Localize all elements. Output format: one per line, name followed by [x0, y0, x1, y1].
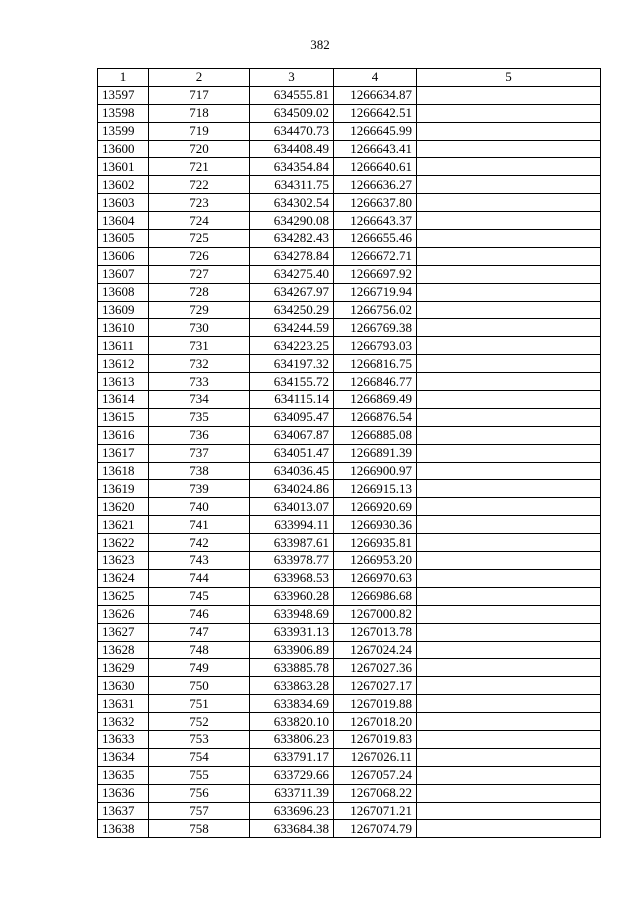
table-cell: 1266769.38	[334, 319, 417, 337]
table-cell: 634197.32	[250, 355, 334, 373]
table-row	[98, 301, 601, 319]
table-cell	[417, 480, 601, 498]
table-row	[98, 158, 601, 176]
table-cell: 13606	[98, 247, 149, 265]
table-cell: 734	[149, 391, 250, 409]
table-row	[98, 695, 601, 713]
table-cell	[417, 104, 601, 122]
table-cell: 13614	[98, 391, 149, 409]
table-cell: 13605	[98, 230, 149, 248]
table-cell: 743	[149, 552, 250, 570]
table-cell	[417, 462, 601, 480]
table-cell: 13620	[98, 498, 149, 516]
table-cell	[417, 230, 601, 248]
table-cell: 736	[149, 426, 250, 444]
table-cell: 1266756.02	[334, 301, 417, 319]
table-row	[98, 194, 601, 212]
table-header-row	[98, 69, 601, 87]
table-cell: 746	[149, 605, 250, 623]
table-cell: 13604	[98, 212, 149, 230]
column-header: 3	[250, 69, 334, 87]
table-row	[98, 462, 601, 480]
table-cell: 733	[149, 373, 250, 391]
table-cell: 13618	[98, 462, 149, 480]
table-cell: 1267057.24	[334, 766, 417, 784]
table-row	[98, 784, 601, 802]
table-cell: 13603	[98, 194, 149, 212]
table-cell: 1267068.22	[334, 784, 417, 802]
table-cell	[417, 498, 601, 516]
column-header: 5	[417, 69, 601, 87]
table-cell: 1266935.81	[334, 534, 417, 552]
table-cell: 13630	[98, 677, 149, 695]
table-cell: 13610	[98, 319, 149, 337]
table-cell: 752	[149, 713, 250, 731]
table-cell: 1267000.82	[334, 605, 417, 623]
table-cell: 744	[149, 569, 250, 587]
table-cell: 751	[149, 695, 250, 713]
table-cell: 13617	[98, 444, 149, 462]
table-cell: 634024.86	[250, 480, 334, 498]
table-cell: 634036.45	[250, 462, 334, 480]
table-cell	[417, 140, 601, 158]
table-cell: 13629	[98, 659, 149, 677]
table-cell: 13628	[98, 641, 149, 659]
table-cell: 633806.23	[250, 730, 334, 748]
table-cell: 13633	[98, 730, 149, 748]
table-cell: 633987.61	[250, 534, 334, 552]
table-cell: 634115.14	[250, 391, 334, 409]
table-cell: 1266986.68	[334, 587, 417, 605]
table-cell: 1267019.83	[334, 730, 417, 748]
table-row	[98, 355, 601, 373]
table-cell	[417, 319, 601, 337]
table-cell: 745	[149, 587, 250, 605]
table-cell: 13622	[98, 534, 149, 552]
table-cell: 13625	[98, 587, 149, 605]
table-cell	[417, 766, 601, 784]
table-cell: 633978.77	[250, 552, 334, 570]
table-cell: 634290.08	[250, 212, 334, 230]
table-row	[98, 587, 601, 605]
table-cell	[417, 569, 601, 587]
table-cell: 1267071.21	[334, 802, 417, 820]
table-cell: 633960.28	[250, 587, 334, 605]
table-cell	[417, 784, 601, 802]
table-cell: 13615	[98, 408, 149, 426]
table-cell	[417, 194, 601, 212]
table-cell	[417, 534, 601, 552]
table-cell: 633820.10	[250, 713, 334, 731]
table-cell: 634302.54	[250, 194, 334, 212]
table-row	[98, 319, 601, 337]
table-cell: 13621	[98, 516, 149, 534]
table-body	[98, 86, 601, 837]
table-row	[98, 247, 601, 265]
table-cell: 1266697.92	[334, 265, 417, 283]
table-cell: 757	[149, 802, 250, 820]
table-cell: 1266636.27	[334, 176, 417, 194]
column-header: 1	[98, 69, 149, 87]
table-row	[98, 265, 601, 283]
table-cell: 633863.28	[250, 677, 334, 695]
table-cell	[417, 265, 601, 283]
table-cell	[417, 122, 601, 140]
table-row	[98, 86, 601, 104]
table-row	[98, 713, 601, 731]
table-cell: 1266637.80	[334, 194, 417, 212]
table-cell: 753	[149, 730, 250, 748]
table-cell: 13600	[98, 140, 149, 158]
column-header: 4	[334, 69, 417, 87]
table-cell: 13608	[98, 283, 149, 301]
table-cell	[417, 552, 601, 570]
table-cell	[417, 283, 601, 301]
table-cell: 1267026.11	[334, 748, 417, 766]
table-cell: 1266640.61	[334, 158, 417, 176]
table-cell: 13612	[98, 355, 149, 373]
table-row	[98, 552, 601, 570]
table-row	[98, 802, 601, 820]
table-cell: 717	[149, 86, 250, 104]
table-cell: 13619	[98, 480, 149, 498]
table-row	[98, 534, 601, 552]
table-row	[98, 373, 601, 391]
table-cell: 634278.84	[250, 247, 334, 265]
table-row	[98, 176, 601, 194]
table-cell: 13638	[98, 820, 149, 838]
table-cell: 731	[149, 337, 250, 355]
table-row	[98, 140, 601, 158]
table-cell: 1266655.46	[334, 230, 417, 248]
table-cell: 737	[149, 444, 250, 462]
table-cell: 742	[149, 534, 250, 552]
table-cell: 634555.81	[250, 86, 334, 104]
table-cell: 741	[149, 516, 250, 534]
table-cell: 13627	[98, 623, 149, 641]
table-cell	[417, 373, 601, 391]
column-header: 2	[149, 69, 250, 87]
table-row	[98, 337, 601, 355]
table-cell	[417, 247, 601, 265]
table-cell	[417, 748, 601, 766]
table-cell: 13598	[98, 104, 149, 122]
table-row	[98, 426, 601, 444]
table-cell: 718	[149, 104, 250, 122]
table-cell: 13632	[98, 713, 149, 731]
table-cell: 1267018.20	[334, 713, 417, 731]
table-cell	[417, 730, 601, 748]
table-row	[98, 444, 601, 462]
table-row	[98, 391, 601, 409]
table-cell	[417, 713, 601, 731]
table-cell: 1267013.78	[334, 623, 417, 641]
table-cell	[417, 408, 601, 426]
table-cell: 633711.39	[250, 784, 334, 802]
table-row	[98, 605, 601, 623]
table-cell: 13624	[98, 569, 149, 587]
table-cell: 1266719.94	[334, 283, 417, 301]
table-cell: 13599	[98, 122, 149, 140]
table-row	[98, 569, 601, 587]
table-cell: 13607	[98, 265, 149, 283]
table-cell: 740	[149, 498, 250, 516]
table-cell: 1267074.79	[334, 820, 417, 838]
table-cell: 739	[149, 480, 250, 498]
table-row	[98, 516, 601, 534]
table-cell: 1266885.08	[334, 426, 417, 444]
table-cell: 732	[149, 355, 250, 373]
page-number: 382	[310, 37, 330, 52]
table-cell: 634223.25	[250, 337, 334, 355]
table-cell: 755	[149, 766, 250, 784]
table-cell: 633834.69	[250, 695, 334, 713]
table-cell	[417, 677, 601, 695]
table-row	[98, 766, 601, 784]
table-row	[98, 748, 601, 766]
table-row	[98, 623, 601, 641]
table-cell: 13634	[98, 748, 149, 766]
table-cell: 725	[149, 230, 250, 248]
table-cell: 720	[149, 140, 250, 158]
table-cell: 1266930.36	[334, 516, 417, 534]
table-cell	[417, 605, 601, 623]
table-cell: 13597	[98, 86, 149, 104]
table-cell: 634067.87	[250, 426, 334, 444]
table-cell: 633968.53	[250, 569, 334, 587]
table-cell: 634095.47	[250, 408, 334, 426]
table-cell: 13609	[98, 301, 149, 319]
table-cell	[417, 337, 601, 355]
table-cell: 729	[149, 301, 250, 319]
table-cell: 633791.17	[250, 748, 334, 766]
table-cell: 1266634.87	[334, 86, 417, 104]
table-cell: 1266793.03	[334, 337, 417, 355]
table-row	[98, 283, 601, 301]
table-cell: 1267027.17	[334, 677, 417, 695]
table-cell: 634013.07	[250, 498, 334, 516]
table-cell: 1266672.71	[334, 247, 417, 265]
table-cell: 728	[149, 283, 250, 301]
table-cell	[417, 659, 601, 677]
table-cell	[417, 516, 601, 534]
table-cell: 1266891.39	[334, 444, 417, 462]
table-row	[98, 498, 601, 516]
table-cell	[417, 695, 601, 713]
table-cell	[417, 212, 601, 230]
table-row	[98, 677, 601, 695]
table-cell: 756	[149, 784, 250, 802]
table-cell: 13613	[98, 373, 149, 391]
table-cell: 1266816.75	[334, 355, 417, 373]
table-cell: 727	[149, 265, 250, 283]
table-row	[98, 122, 601, 140]
table-cell: 13631	[98, 695, 149, 713]
table-row	[98, 641, 601, 659]
table-cell: 633948.69	[250, 605, 334, 623]
table-cell	[417, 623, 601, 641]
table-cell: 634354.84	[250, 158, 334, 176]
table-cell: 738	[149, 462, 250, 480]
table-cell	[417, 426, 601, 444]
table-cell	[417, 86, 601, 104]
table-row	[98, 230, 601, 248]
table-row	[98, 820, 601, 838]
table-cell: 750	[149, 677, 250, 695]
table-cell: 634509.02	[250, 104, 334, 122]
table-cell: 1266643.37	[334, 212, 417, 230]
table-cell: 1266920.69	[334, 498, 417, 516]
table-cell	[417, 176, 601, 194]
table-cell: 723	[149, 194, 250, 212]
table-row	[98, 212, 601, 230]
table-cell: 13636	[98, 784, 149, 802]
table-cell: 1266869.49	[334, 391, 417, 409]
table-cell: 634250.29	[250, 301, 334, 319]
table-cell: 13623	[98, 552, 149, 570]
table-cell: 1266846.77	[334, 373, 417, 391]
table-cell: 633684.38	[250, 820, 334, 838]
table-cell: 634282.43	[250, 230, 334, 248]
table-cell	[417, 444, 601, 462]
table-cell: 633696.23	[250, 802, 334, 820]
coordinates-table	[97, 68, 601, 838]
table-cell	[417, 802, 601, 820]
table-cell: 634155.72	[250, 373, 334, 391]
table-cell: 633906.89	[250, 641, 334, 659]
table-cell: 13601	[98, 158, 149, 176]
table-cell: 13626	[98, 605, 149, 623]
table-cell: 1266876.54	[334, 408, 417, 426]
table-cell: 1266642.51	[334, 104, 417, 122]
table-cell: 1266915.13	[334, 480, 417, 498]
table-cell: 754	[149, 748, 250, 766]
table-cell: 633994.11	[250, 516, 334, 534]
table-cell: 1267019.88	[334, 695, 417, 713]
table-cell: 634470.73	[250, 122, 334, 140]
table-cell: 748	[149, 641, 250, 659]
table-cell: 1266900.97	[334, 462, 417, 480]
table-row	[98, 480, 601, 498]
table-cell: 634267.97	[250, 283, 334, 301]
table-cell	[417, 301, 601, 319]
table-cell: 13637	[98, 802, 149, 820]
table-cell: 719	[149, 122, 250, 140]
table-row	[98, 659, 601, 677]
table-cell: 747	[149, 623, 250, 641]
table-cell: 1267027.36	[334, 659, 417, 677]
table-cell: 1266953.20	[334, 552, 417, 570]
table-row	[98, 408, 601, 426]
table-cell	[417, 391, 601, 409]
table-cell: 633931.13	[250, 623, 334, 641]
table-cell: 722	[149, 176, 250, 194]
table-row	[98, 104, 601, 122]
table-cell: 1266970.63	[334, 569, 417, 587]
table-cell	[417, 587, 601, 605]
table-cell: 758	[149, 820, 250, 838]
table-cell: 730	[149, 319, 250, 337]
table-cell: 13635	[98, 766, 149, 784]
table-cell	[417, 355, 601, 373]
table-cell: 634408.49	[250, 140, 334, 158]
table-cell: 633885.78	[250, 659, 334, 677]
table-cell	[417, 158, 601, 176]
table-cell: 1266645.99	[334, 122, 417, 140]
table-cell: 1267024.24	[334, 641, 417, 659]
table-cell: 13602	[98, 176, 149, 194]
table-cell: 1266643.41	[334, 140, 417, 158]
table-cell: 724	[149, 212, 250, 230]
table-cell: 634311.75	[250, 176, 334, 194]
table-cell: 634051.47	[250, 444, 334, 462]
table-cell: 634244.59	[250, 319, 334, 337]
table-cell: 735	[149, 408, 250, 426]
table-cell	[417, 641, 601, 659]
table-cell: 721	[149, 158, 250, 176]
table-cell: 634275.40	[250, 265, 334, 283]
table-cell: 749	[149, 659, 250, 677]
table-cell: 13611	[98, 337, 149, 355]
table-row	[98, 730, 601, 748]
table-cell: 633729.66	[250, 766, 334, 784]
table-cell	[417, 820, 601, 838]
table-cell: 726	[149, 247, 250, 265]
table-cell: 13616	[98, 426, 149, 444]
